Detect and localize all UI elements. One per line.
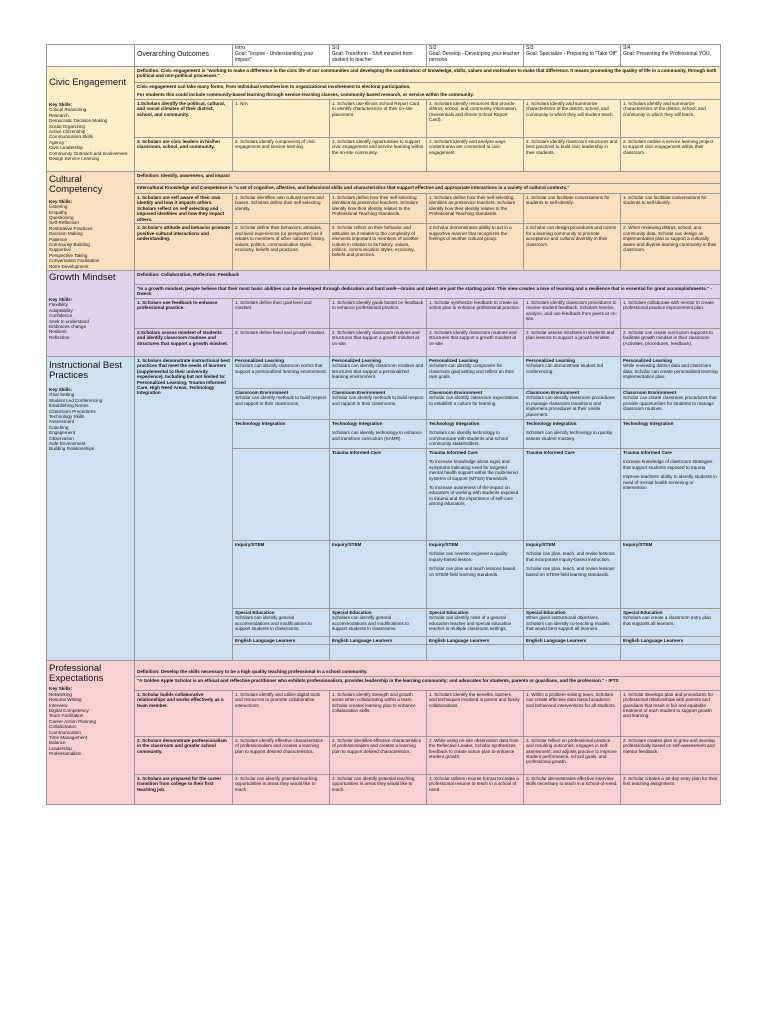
skill-item: Self-Reflection [49,220,79,226]
civic-outcome-row-2 [47,137,721,171]
civic-definition: Definition: Civic engagement is "working to make a difference in the civic life of our communities and developing the combination of knowledge, skills, values and motivation to make that difference. It means promoting the quality of life in a community, through both political and non-political processes." [135,67,721,83]
skill-item: Community Building [49,242,90,247]
skill-item: Critical Reasoning [49,107,87,113]
skill-item: Coaching [49,424,69,430]
cell-text: To increase awareness of the impact on educators of working with students exposed to trauma and the importance of self-care among educators [429,485,519,507]
stage-cell [524,420,621,449]
stage-cell: 2. Scholar assess mindsets in students and plan lessons to support a growth mindset. [524,329,621,357]
skill-item: Safe Environment [49,441,86,447]
skill-item: Establishing Norms [49,403,89,409]
stage-cell: English Language Learners [524,637,621,645]
section-title: Cultural Competency [49,173,103,195]
stage-goal: Goal: Develop - Developing your teacher persona [429,50,520,63]
header-corner [47,45,135,67]
stage-header-si3 [524,45,621,67]
subheading: Technology Integration [526,421,577,427]
stage-code: SI3 [526,45,534,51]
subheading: Inquiry/STEM [429,542,459,548]
stage-cell: 2. Scholars identify classroom routines and structures that support a growth mindset at on-site. [330,329,427,357]
skills-list [49,204,132,269]
stage-cell: English Language Learners [427,637,524,645]
skill-item: Leadership [49,745,72,751]
subheading: Classroom Environment [235,390,289,396]
professional-outcome-row-1 [47,690,721,736]
cell-text: Scholars can identify technology to enhance and transform curriculum (SAMR). [332,430,422,441]
outcome-cell: 2. Scholars demonstrate professionalism in the classroom and greater school community. [135,736,233,774]
subheading: Classroom Environment [623,390,677,396]
stage-cell [233,609,330,637]
stage-cell [233,357,330,389]
stage-cell [233,541,330,609]
subheading: Technology Integration [235,421,286,427]
outcome-cell: 1.Scholars identify the political, cultural, and social climates of their district, school, and community. [135,99,233,137]
stage-cell: 2. Scholars identify opportunities to support civic engagement and service learning within the on-site community. [330,137,427,171]
stage-goal: Goal: Transform - Shift mindset from student to teacher [332,50,413,63]
stage-cell: 2. Scholars identify classroom routines and structures that support a growth mindset at on-site. [427,329,524,357]
stage-code: SI1 [332,45,340,51]
subheading: Inquiry/STEM [332,542,362,548]
skill-item: Seek to understand [49,318,89,324]
civic-note [135,83,721,100]
stage-cell [621,389,721,420]
skill-item: Empathy [49,209,68,215]
stage-cell [427,389,524,420]
stage-cell: 1. Scholars identify and utilize digital tools and resources to promote collaborative interactions. [233,690,330,736]
subheading: Classroom Environment [429,390,483,396]
outcome-cell: 1. Scholar builds collaborative relationships and works effectively as a team member. [135,690,233,736]
civic-outcome-row-1 [47,99,721,137]
skills-label: Key Skills: [49,198,73,204]
growth-definition: Definition: Collaboration, Reflection, Feedback [135,271,721,285]
subheading: Trauma Informed Care [332,450,381,456]
stage-cell [524,357,621,389]
stage-cell: 2.Scholar can design procedures and norms for a learning community to promote acceptance and cultural diversity in their classroom. [524,224,621,271]
stage-cell: 1. Scholars identify the benefits, barriers, and techniques involved in parent and family collaborations. [427,690,524,736]
skill-item: Confidence [49,313,73,319]
stage-cell: 1. N/A [233,99,330,137]
cultural-note-row [47,183,721,193]
subheading: Personalized Learning [623,358,673,364]
skill-item: Embraces change [49,324,87,330]
skill-item: Balance [49,740,66,746]
subheading: Personalized Learning [332,358,382,364]
skill-item: Technology Skills [49,414,85,419]
skill-item: Professionalism [49,751,82,757]
professional-note-row [47,676,721,690]
outcome-cell: 2. Scholars are civic leaders in his/her classroom, school, and community. [135,137,233,171]
cell-text: Scholar can identify classroom expectations to establish a culture for learning. [429,395,519,406]
stage-cell [233,645,330,661]
stage-cell: 1. Scholars define how their self selecting identities as preservice teachers. Scholars identify how their identity relates to the Professional Teaching Standards. [330,194,427,224]
cell-text: Scholars can demonstrate student led conferencing. [526,363,604,374]
cell-text: Scholar can identify roles of a general education teacher and special education teacher in multiple classroom settings. [429,615,512,632]
stage-cell: 2. Scholar reflect on their behavior and attitudes as it relates to the complexity of elements important to members of another culture in relation to its history, values, politics, communication styles, economy, beliefs and practices. [330,224,427,271]
skill-item: Goal Setting [49,392,75,398]
outcomes-table [46,44,721,805]
civic-note-row [47,83,721,100]
professional-definition-row [47,661,721,676]
stage-cell: 1. Within a problem-solving team, Scholars can create effective data based academic and behavioral interventions for all students. [524,690,621,736]
skill-item: Norm Development [49,263,89,269]
stage-code: Intro [235,45,246,51]
stage-cell [621,449,721,541]
skills-list [49,392,132,451]
section-title: Instructional Best Practices [49,360,122,381]
stage-cell [233,449,330,541]
subheading: Personalized Learning [429,358,479,364]
professional-note: "A Golden Apple Scholar is an ethical and reflective practitioner who exhibits professionalism, provides leadership in the learning community; and advocates for students, parents or guardians, and the profession." - IPTS [135,676,721,690]
subheading: Personalized Learning [235,358,285,364]
stage-cell: 2.Scholar demonstrates ability to act in a supportive manner that recognizes the feelings of another cultural group. [427,224,524,271]
skill-item: Community Outreach and Involvement [49,150,128,156]
stage-cell: 2. Scholar can create curriculum supports to facilitate growth mindset in their classroom (Activities, procedures, feedback). [621,329,721,357]
cell-text: While reviewing district data and classroom data, Scholar can create personalized learning implementation plan. [623,363,718,380]
stage-cell [524,609,621,637]
stage-cell [330,645,427,661]
subheading: Special Education [332,610,372,616]
growth-section-cell [47,271,135,357]
stage-cell: 2. Scholars identify effective characteristics of professionalism and creates a learning plan to support desired characteristics. [233,736,330,774]
cell-text: Improve teachers' ability to identify students in need of mental health screening or intervention [623,474,717,491]
subheading: Special Education [526,610,566,616]
stage-cell [330,357,427,389]
outcome-cell: 1. Scholars use feedback to enhance professional practice. [135,299,233,329]
stage-cell: 2. Scholars outline a service learning project to support civic engagement within their classroom. [621,137,721,171]
stage-cell: 1. Scholars identify strength and growth areas when collaborating within a team. Scholar creates learning plan to enhance collaboration skills. [330,690,427,736]
cultural-section-cell [47,171,135,270]
stage-cell: 1. Scholars collaborate with mentor to create professional practice improvement plan. [621,299,721,329]
stage-cell [427,645,524,661]
stage-cell: 2. Scholar reflect on professional practice and resulting outcomes; engages in self-assessment; and adjusts practice to improve student performance, school goals, and professional growth. [524,736,621,774]
section-title: Civic Engagement [49,77,127,88]
stage-header-si4 [621,45,721,67]
cell-text: Scholars can create a classroom entry plan that supports all learners. [623,615,712,626]
stage-cell [330,449,427,541]
professional-outcome-row-2 [47,736,721,774]
subheading: Special Education [623,610,663,616]
skill-item: Time Management [49,735,88,741]
stage-goal: Goal: Presenting the Professional YOU. [623,50,712,57]
outcome-cell: 2. Scholar's attitude and behavior promote positive cultural interactions and understanding. [135,224,233,271]
skill-item: Networking [49,691,72,697]
skill-item: Adaptability [49,307,73,313]
stage-cell: 1. Scholars identify classroom procedures to receive student feedback. Scholars receive, analyze, and use feedback from peers at on-site. [524,299,621,329]
skills-label: Key Skills: [49,101,73,107]
skill-item: Building Relationships [49,446,95,452]
cell-text: When given instructional objectives, Scholars can identify co-teaching models that would best support all learners. [526,615,610,632]
cultural-outcome-row-1 [47,194,721,224]
stage-cell: 1. Scholars identify goals based on feedback to enhance professional practice. [330,299,427,329]
section-title: Professional Expectations [49,663,104,685]
cell-text: Increase knowledge of classroom strategies that support students exposed to trauma [623,459,713,470]
stage-code: SI4 [623,45,631,51]
stage-cell: 2. Scholar identifies effective characteristics of professionalism and creates a learning plan to support desired characteristics. [330,736,427,774]
outcome-cell: 1. Scholars are self aware of their own identity and how it impacts others. Scholars reflect on self selecting and imposed identities and how they impact others. [135,194,233,224]
subheading: Trauma Informed Care [623,450,672,456]
stage-cell [330,420,427,449]
stage-cell [330,541,427,609]
skill-item: Digital Competency [49,708,89,713]
stage-cell [621,420,721,449]
professional-outcome-row-3 [47,774,721,804]
cell-text: Scholar can create classroom procedures that provide opportunities for students to manage classroom routines. [623,395,717,412]
subheading: Classroom Environment [526,390,580,396]
skill-item: Design Service Learning [49,156,100,162]
cell-text: Scholars can identify classroom routines and structures that support a personalized learning environment. [332,363,424,380]
professional-section-cell [47,661,135,804]
stage-cell [233,389,330,420]
cell-text: Scholars can identify classroom procedures to manage classroom transitions and implement procedures at their onsite placement. [526,395,615,417]
skill-item: Civic Leadership [49,145,83,151]
stage-cell: 3. Scholar utilizes resume format to create a professional resume to teach in a school of need. [427,774,524,804]
stage-cell [427,449,524,541]
cell-text: Scholar can identify methods to build respect and rapport in their classrooms. [235,395,327,406]
instructional-outcome: 1. Scholars demonstrate instructional best practices that meet the needs of learners (supplemental to their university experience). Including but not limited to: Personalized Learning, Trauma Informed Care, High Need Areas, Technology Integration [135,357,233,661]
skill-item: Listening [49,204,68,210]
subheading: Inquiry/STEM [526,542,556,548]
cell-text: Scholar can plan, teach, and revise lessons that incorporate inquiry-based instruction. [526,551,615,562]
skill-item: Observation [49,435,74,441]
skill-item: Perspective Taking [49,252,88,258]
skill-item: Reflection [49,334,70,340]
section-title: Growth Mindset [49,272,116,284]
stage-cell: 1. Scholars define how their self selecting identities as preservice teachers. Scholars identify how their identity relates to the Professional Teaching Standards. [427,194,524,224]
stage-cell [427,609,524,637]
skill-item: Collaboration [49,724,77,730]
stage-cell: 2. While using on-site observation data from the Reflective Leader, Scholar synthesizes feedback to create action plan to enhance student growth. [427,736,524,774]
skill-item: Team Facilitation [49,713,84,719]
stage-cell: 2. When reviewing district, school, and community data, Scholar can design an implementation plan to support a culturally aware and diverse learning community in their classroom. [621,224,721,271]
skills-label: Key Skills: [49,386,73,392]
cultural-definition: Definition: Identify, awareness, and impact [135,171,721,183]
stage-cell: 1. Scholars use Illinois School Report Card to identify characteristics of their on-site placement. [330,99,427,137]
outcome-cell: 3. Scholars are prepared for the career transition from college to their first teaching job. [135,774,233,804]
skill-item: Patience [49,236,67,242]
subheading: Technology Integration [429,421,480,427]
skills-list [49,302,132,340]
stage-cell: English Language Learners [233,637,330,645]
skills-label: Key Skills: [49,297,73,302]
stage-cell: 2. Scholars creates plan to grow and develop professionally based on self-assessment and mentor feedback. [621,736,721,774]
stage-cell [427,541,524,609]
stage-cell: 3. Scholar demonstrates effective interview skills necessary to teach in a school-of-need. [524,774,621,804]
skill-item: Decision Making [49,231,83,237]
stage-cell: 3. Scholar creates a 30-day entry plan for their first teaching assignment. [621,774,721,804]
stage-cell: 3. Scholar can identify potential teaching opportunities in areas they would like to teach. [233,774,330,804]
skills-list [49,692,132,757]
skill-item: Interview [49,702,68,708]
growth-outcome-row-1 [47,299,721,329]
stage-cell [524,541,621,609]
skill-item: Research [49,112,69,118]
stage-cell: 2. Scholars identify components of civic engagement and service learning. [233,137,330,171]
cell-text: Scholars can identify technology to communicate with students and school community stakeholders. [429,430,508,447]
skill-item: Democratic Decision Making [49,118,108,124]
cell-text: Scholars can identify component for classroom goal setting and reflect on their own goals. [429,363,515,380]
skill-item: Assessment [49,419,75,425]
note-line: Civic engagement can take many forms, from individual volunteerism to organizational involvement to electoral participation. [137,84,411,89]
cell-text: Scholar can identify methods to build respect and rapport in their classrooms. [332,395,424,406]
skill-item: Student Led Conferencing [49,397,103,403]
stage-cell: English Language Learners [621,637,721,645]
skills-list [49,107,132,161]
growth-definition-row [47,271,721,285]
stage-cell: 1. Scholar can facilitate conversations for students to self-identify. [621,194,721,224]
stage-header-si2 [427,45,524,67]
cell-text: Scholar can plan and teach lessons based on STEM-field learning standards. [429,566,516,577]
subheading: Special Education [429,610,469,616]
instructional-section-cell [47,357,135,661]
subheading: Classroom Environment [332,390,386,396]
cultural-outcome-row-2 [47,224,721,271]
cell-text: Scholars can identify general accommodations and modifications to support students in classrooms. [235,615,312,632]
cultural-definition-row [47,171,721,183]
stage-cell: 1. Scholar identifies own cultural norms and biases. Scholars define their self selecting identity. [233,194,330,224]
stage-cell: 2. Scholars identify and analyze ways content-area are connected to civic engagement. [427,137,524,171]
stage-cell [233,420,330,449]
skill-item: Restorative Practices [49,225,93,231]
civic-definition-row [47,67,721,83]
skill-item: Flexibility [49,302,68,308]
stage-cell: 2. Scholars identify classroom structures and best practices to build civic leadership in their students. [524,137,621,171]
outcomes-header: Overarching Outcomes [135,45,233,67]
stage-cell: English Language Learners [330,637,427,645]
stage-cell: 2. Scholar define their behaviors, attitudes, and lived experiences (or perspective) as it relates to members of other cultures' history, values, politics, communication styles, economy, beliefs and practices. [233,224,330,271]
stage-cell: 1. Scholars define their goal level and mindset. [233,299,330,329]
stage-cell [621,645,721,661]
stage-code: SI2 [429,45,437,51]
stage-cell [524,645,621,661]
cell-text: Scholars can identify classroom norms that support a personalized learning environment. [235,363,327,374]
cell-text: Scholar can reverse engineer a quality inquiry-based lesson. [429,551,508,562]
stage-cell: 2. Scholars define fixed and growth mindset. [233,329,330,357]
subheading: Technology Integration [332,421,383,427]
stage-header-intro [233,45,330,67]
skill-item: Questioning [49,214,74,220]
stage-cell: 1. Scholars identify and summarize characteristics of the district, school, and community in which they will student teach. [524,99,621,137]
skill-item: Engagement [49,430,76,436]
subheading: Technology Integration [623,421,674,427]
cell-text: To increase knowledge about signs and symptoms indicating need for targeted mental health support within the multi-tiered systems of support (MTSS) framework [429,459,518,481]
subheading: Special Education [235,610,275,616]
civic-section-cell [47,67,135,172]
skill-item: Agency [49,139,65,145]
stage-cell [330,389,427,420]
stage-goal: Goal: Specialize - Preparing to "Take Off" [526,50,618,57]
outcome-cell: 2.Scholars assess mindset of students and identify classroom routines and structures that support a growth mindset. [135,329,233,357]
note-line: For students this could include community-based learning through service-learning classes, community-based research, or service within the community. [137,92,474,98]
skill-item: Communication Skills [49,134,93,140]
stage-cell: 1. Scholars identify resources that provide district, school, and community information. (Sessentials and Illinois School Report Card). [427,99,524,137]
stage-cell [621,541,721,609]
stage-goal: Goal: "Inspire - Understanding your impact" [235,50,314,63]
stage-cell [621,609,721,637]
curriculum-matrix [46,44,720,805]
skill-item: Career Action Planning [49,718,96,724]
subheading: Trauma Informed Care [526,450,575,456]
stage-cell [427,420,524,449]
cell-text: Scholars can identify general accommodations and modifications to support students in classrooms. [332,615,409,632]
cell-text: Scholar can plan, teach, and revise lessons based on STEM-field learning standards. [526,566,615,577]
subheading: Inquiry/STEM [235,542,265,548]
professional-definition: Definition: Develop the skills necessary to be a high quality teaching professional in a school community. [135,661,721,676]
header-row [47,45,721,67]
instructional-pl-row [47,357,721,389]
growth-outcome-row-2 [47,329,721,357]
subheading: Personalized Learning [526,358,576,364]
stage-cell [427,357,524,389]
stage-cell: 1. Scholar can facilitate conversations for students to self-identify. [524,194,621,224]
stage-cell [524,389,621,420]
skill-item: Classroom Procedures [49,408,96,414]
skill-item: Conversation Facilitation [49,258,100,264]
cultural-note: Intercultural Knowledge and Competence is "a set of cognitive, affective, and behavioral skills and characteristics that support effective and appropriate interactions in a variety of cultural contexts." [135,183,721,193]
skill-item: Social Organizing [49,123,86,129]
stage-cell: 3. Scholar can identify potential teaching opportunities in areas they would like to teach. [330,774,427,804]
skill-item: Communication [49,729,81,735]
skill-item: Resume Writing [49,697,82,703]
stage-header-si1 [330,45,427,67]
growth-note: "In a growth mindset, people believe that their most basic abilities can be developed through dedication and hard work—brains and talent are just the starting point. This view creates a love of learning and a resilience that is essential for great accomplishments." - Dweck [135,285,721,299]
growth-note-row [47,285,721,299]
stage-cell: 1. Scholar develops plan and procedures for professional relationships with parents and guardians that result in fair and equitable treatment of each student to support growth and learning. [621,690,721,736]
stage-cell [524,449,621,541]
stage-cell [621,357,721,389]
skill-item: Active Citizenship [49,129,86,134]
subheading: Inquiry/STEM [623,542,653,548]
stage-cell [330,609,427,637]
skill-item: Supportive [49,247,71,253]
stage-cell: 1. Scholars identify and summarize characteristics of the district, school, and community in which they will teach. [621,99,721,137]
stage-cell: 1. Scholar synthesize feedback to create an action plan to enhance professional practice. [427,299,524,329]
subheading: Trauma Informed Care [429,450,478,456]
cell-text: Scholars can identify technology to quickly assess student mastery. [526,430,613,441]
skills-label: Key Skills: [49,686,73,692]
skill-item: Resilient [49,329,67,335]
